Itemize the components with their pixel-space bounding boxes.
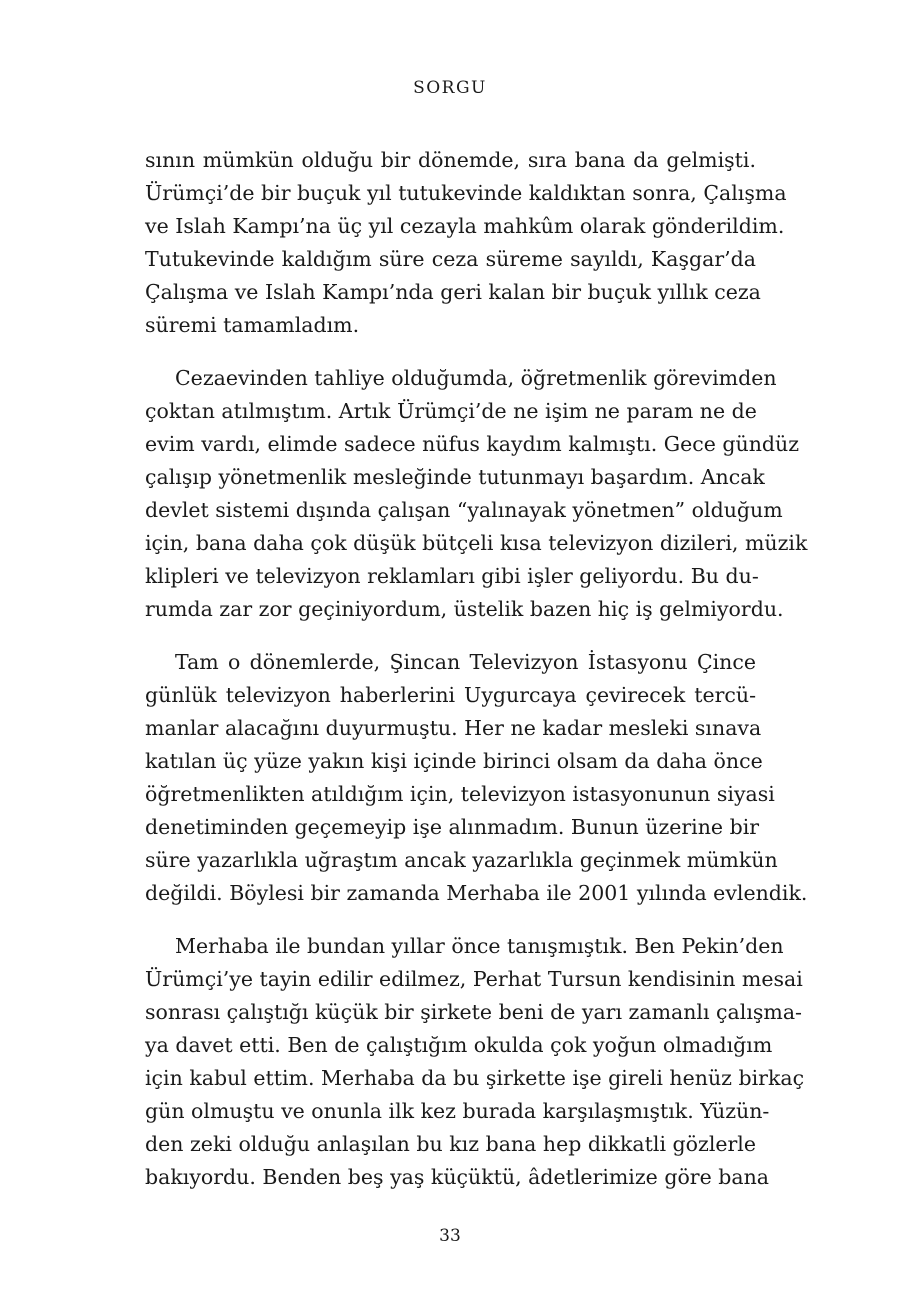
text-line: devlet sistemi dışında çalışan “yalınayak yönetmen” olduğum [145,498,783,522]
running-head: SORGU [413,78,487,98]
text-line: ya davet etti. Ben de çalıştığım okulda çok yoğun olmadığım [145,1033,773,1057]
text-line: klipleri ve televizyon reklamları gibi işler geliyordu. Bu du- [145,564,759,588]
text-line: öğretmenlikten atıldığım için, televizyon istasyonunun siyasi [145,782,775,806]
text-line: Ürümçi’de bir buçuk yıl tutukevinde kaldıktan sonra, Çalışma [145,181,787,205]
text-line: sının mümkün olduğu bir dönemde, sıra bana da gelmişti. [145,148,756,172]
text-line: sonrası çalıştığı küçük bir şirkete beni de yarı zamanlı çalışma- [145,1000,802,1024]
text-line: ve Islah Kampı’na üç yıl cezayla mahkûm olarak gönderildim. [145,214,785,238]
page-number: 33 [439,1226,461,1246]
text-line: den zeki olduğu anlaşılan bu kız bana hep dikkatli gözlerle [145,1132,756,1156]
text-line: rumda zar zor geçiniyordum, üstelik bazen hiç iş gelmiyordu. [145,597,784,621]
text-line: çalışıp yönetmenlik mesleğinde tutunmayı başardım. Ancak [145,465,765,489]
text-line: günlük televizyon haberlerini Uygurcaya çevirecek tercü- [145,683,756,707]
text-line: manlar alacağını duyurmuştu. Her ne kadar mesleki sınava [145,716,762,740]
text-line: Cezaevinden tahliye olduğumda, öğretmenlik görevimden [175,366,777,390]
text-line: bakıyordu. Benden beş yaş küçüktü, âdetlerimize göre bana [145,1165,769,1189]
text-line: Merhaba ile bundan yıllar önce tanışmıştık. Ben Pekin’den [175,934,784,958]
text-line: gün olmuştu ve onunla ilk kez burada karşılaşmıştık. Yüzün- [145,1099,770,1123]
text-line: süremi tamamladım. [145,313,360,337]
text-line: için kabul ettim. Merhaba da bu şirkette işe gireli henüz birkaç [145,1066,805,1090]
text-line: için, bana daha çok düşük bütçeli kısa televizyon dizileri, müzik [145,531,808,555]
text-line: Tutukevinde kaldığım süre ceza süreme sayıldı, Kaşgar’da [145,247,756,271]
paragraph-gap [145,626,756,646]
text-line: denetiminden geçemeyip işe alınmadım. Bunun üzerine bir [145,815,760,839]
paragraph-gap [145,342,756,362]
text-line: süre yazarlıkla uğraştım ancak yazarlıkla geçinmek mümkün [145,848,778,872]
text-line: katılan üç yüze yakın kişi içinde birinci olsam da daha önce [145,749,763,773]
text-line: çoktan atılmıştım. Artık Ürümçi’de ne işim ne param ne de [145,399,757,423]
paragraph-gap [145,910,756,930]
body-text [145,144,808,1194]
text-line: değildi. Böylesi bir zamanda Merhaba ile 2001 yılında evlendik. [145,881,808,905]
text-line: Çalışma ve Islah Kampı’nda geri kalan bir buçuk yıllık ceza [145,280,761,304]
text-line: Ürümçi’ye tayin edilir edilmez, Perhat Tursun kendisinin mesai [145,967,803,991]
text-line: Tam o dönemlerde, Şincan Televizyon İstasyonu Çince [175,650,756,674]
text-line: evim vardı, elimde sadece nüfus kaydım kalmıştı. Gece gündüz [145,432,800,456]
